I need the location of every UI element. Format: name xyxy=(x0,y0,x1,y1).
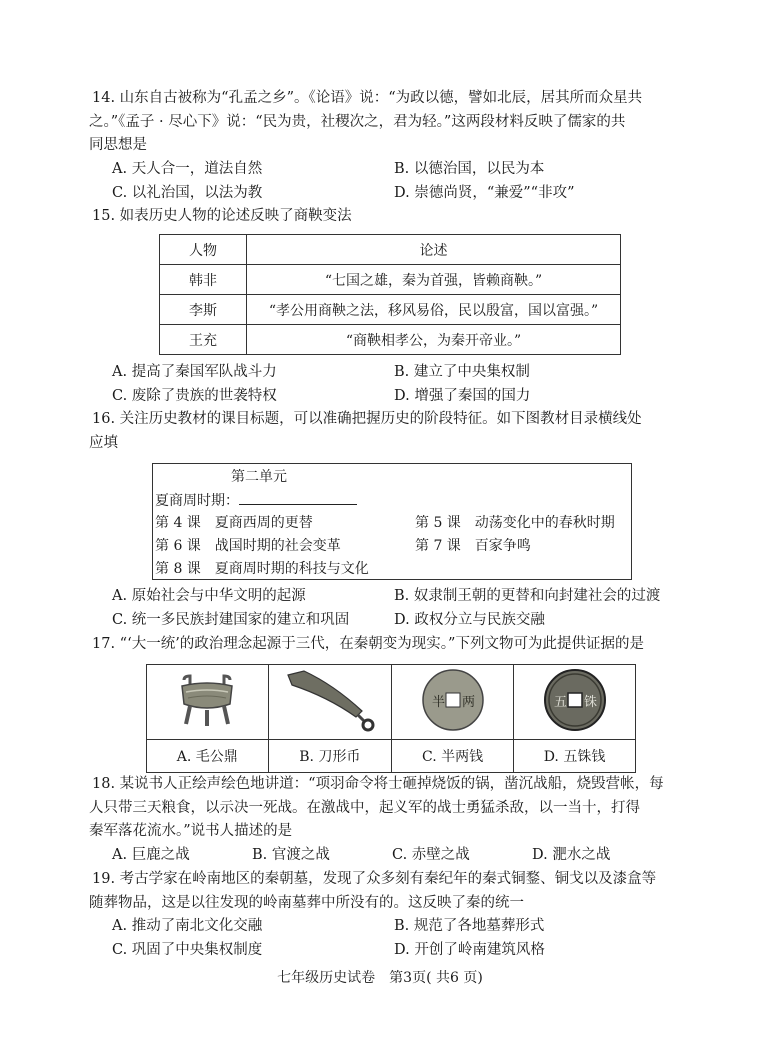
question-14-options xyxy=(112,158,672,205)
period-label: 夏商周时期： xyxy=(155,490,357,510)
option-c: C. 以礼治国，以法为教 xyxy=(112,184,263,201)
table-cell: “七国之雄，秦为首强，皆赖商鞅。” xyxy=(247,265,621,295)
question-18-line: 18. 某说书人正绘声绘色地讲道：“项羽命令将士砸掉烧饭的锅，凿沉战船，烧毁营帐，每 xyxy=(92,776,664,792)
option-a: A. 天人合一，道法自然 xyxy=(112,161,263,177)
question-15-options xyxy=(112,361,672,408)
option-c: C. 统一多民族封建国家的建立和巩固 xyxy=(112,611,350,628)
table-cell: “孝公用商鞅之法，移风易俗，民以殷富，国以富强。” xyxy=(247,295,621,325)
lesson-item: 第 4 课 夏商西周的更替 xyxy=(155,515,313,531)
table-row xyxy=(160,295,621,325)
lesson-item: 第 6 课 战国时期的社会变革 xyxy=(155,538,341,554)
question-16-options xyxy=(112,585,672,632)
artifact-table xyxy=(146,664,636,773)
option-c: C. 废除了贵族的世袭特权 xyxy=(112,387,277,404)
coin-character: 五 xyxy=(553,695,567,710)
coin-character: 半 xyxy=(431,695,445,710)
table-cell: 李斯 xyxy=(160,295,247,325)
question-14 xyxy=(89,87,682,158)
table-cell: “商鞅相孝公，为秦开帝业。” xyxy=(247,325,621,355)
question-19-options xyxy=(112,915,672,962)
ding-vessel-image xyxy=(176,670,238,730)
question-18-line: 秦军落花流水。”说书人描述的是 xyxy=(89,823,293,839)
option-b: B. 官渡之战 xyxy=(252,847,330,863)
question-15-table xyxy=(159,234,621,355)
option-c: C. 巩固了中央集权制度 xyxy=(112,941,263,958)
question-17-stem: 17. “‘大一统’的政治理念起源于三代，在秦朝变为现实。”下列文物可为此提供证据的是 xyxy=(92,636,644,652)
question-14-line: 之。”《孟子 · 尽心下》说：“民为贵，社稷次之，君为轻。”这两段材料反映了儒家的共 xyxy=(89,113,626,130)
artifact-image-cell xyxy=(147,665,269,740)
option-a: A. 巨鹿之战 xyxy=(112,847,190,863)
option-d: D. 开创了岭南建筑风格 xyxy=(394,941,545,958)
page-footer: 七年级历史试卷 第3页( 共6 页) xyxy=(277,970,483,986)
option-a: A. 原始社会与中华文明的起源 xyxy=(112,588,306,604)
table-header: 人物 xyxy=(160,235,247,265)
artifact-image-cell xyxy=(392,665,514,740)
lesson-item: 第 7 课 百家争鸣 xyxy=(415,538,531,554)
question-16-line: 应填 xyxy=(89,434,118,451)
artifact-label: A. 毛公鼎 xyxy=(147,740,269,773)
unit-title: 第二单元 xyxy=(231,469,287,485)
answer-blank xyxy=(239,490,357,505)
artifact-label: D. 五铢钱 xyxy=(514,740,636,773)
option-a: A. 推动了南北文化交融 xyxy=(112,918,263,934)
artifact-label: B. 刀形币 xyxy=(268,740,392,773)
question-17 xyxy=(92,633,692,657)
coin-character: 铢 xyxy=(583,695,597,710)
question-18-line: 人只带三天粮食，以示决一死战。在激战中，起义军的战士勇猛杀敌，以一当十，打得 xyxy=(89,799,640,816)
textbook-contents-box xyxy=(152,463,632,580)
option-d: D. 增强了秦国的国力 xyxy=(394,387,531,404)
table-header: 论述 xyxy=(247,235,621,265)
question-19-line: 19. 考古学家在岭南地区的秦朝墓，发现了众多刻有秦纪年的秦式铜鍪、铜戈以及漆盒等 xyxy=(92,871,657,887)
question-15-stem: 15. 如表历史人物的论述反映了商鞅变法 xyxy=(92,208,352,224)
question-14-line: 14. 山东自古被称为“孔孟之乡”。《论语》说：“为政以德，譬如北辰，居其所而众星共 xyxy=(92,90,643,106)
option-d: D. 淝水之战 xyxy=(532,847,611,863)
question-19-line: 随葬物品，这是以往发现的岭南墓葬中所没有的。这反映了秦的统一 xyxy=(89,894,524,911)
question-14-line: 同思想是 xyxy=(89,137,147,153)
option-d: D. 崇德尚贤，“兼爱”“非攻” xyxy=(394,184,575,201)
lesson-item: 第 8 课 夏商周时期的科技与文化 xyxy=(155,561,369,577)
question-19 xyxy=(89,868,682,915)
option-b: B. 规范了各地墓葬形式 xyxy=(394,918,545,934)
question-18 xyxy=(89,773,682,844)
question-16-line: 16. 关注历史教材的课目标题，可以准确把握历史的阶段特征。如下图教材目录横线处 xyxy=(92,411,642,427)
question-15 xyxy=(92,205,682,229)
question-18-options xyxy=(112,844,672,868)
artifact-label: C. 半两钱 xyxy=(392,740,514,773)
option-b: B. 以德治国，以民为本 xyxy=(394,161,545,177)
coin-character: 两 xyxy=(461,695,475,710)
question-16 xyxy=(89,408,682,455)
option-d: D. 政权分立与民族交融 xyxy=(394,611,545,628)
table-row xyxy=(160,265,621,295)
table-cell: 韩非 xyxy=(160,265,247,295)
option-b: B. 建立了中央集权制 xyxy=(394,364,530,380)
banliang-coin-image xyxy=(419,666,487,734)
knife-coin-image xyxy=(282,667,378,733)
table-row xyxy=(160,325,621,355)
option-c: C. 赤壁之战 xyxy=(392,847,470,863)
option-a: A. 提高了秦国军队战斗力 xyxy=(112,364,277,380)
lesson-item: 第 5 课 动荡变化中的春秋时期 xyxy=(415,515,615,531)
option-b: B. 奴隶制王朝的更替和向封建社会的过渡 xyxy=(394,588,661,604)
artifact-image-cell xyxy=(268,665,392,740)
artifact-image-cell xyxy=(514,665,636,740)
table-cell: 王充 xyxy=(160,325,247,355)
wuzhu-coin-image xyxy=(541,666,609,734)
